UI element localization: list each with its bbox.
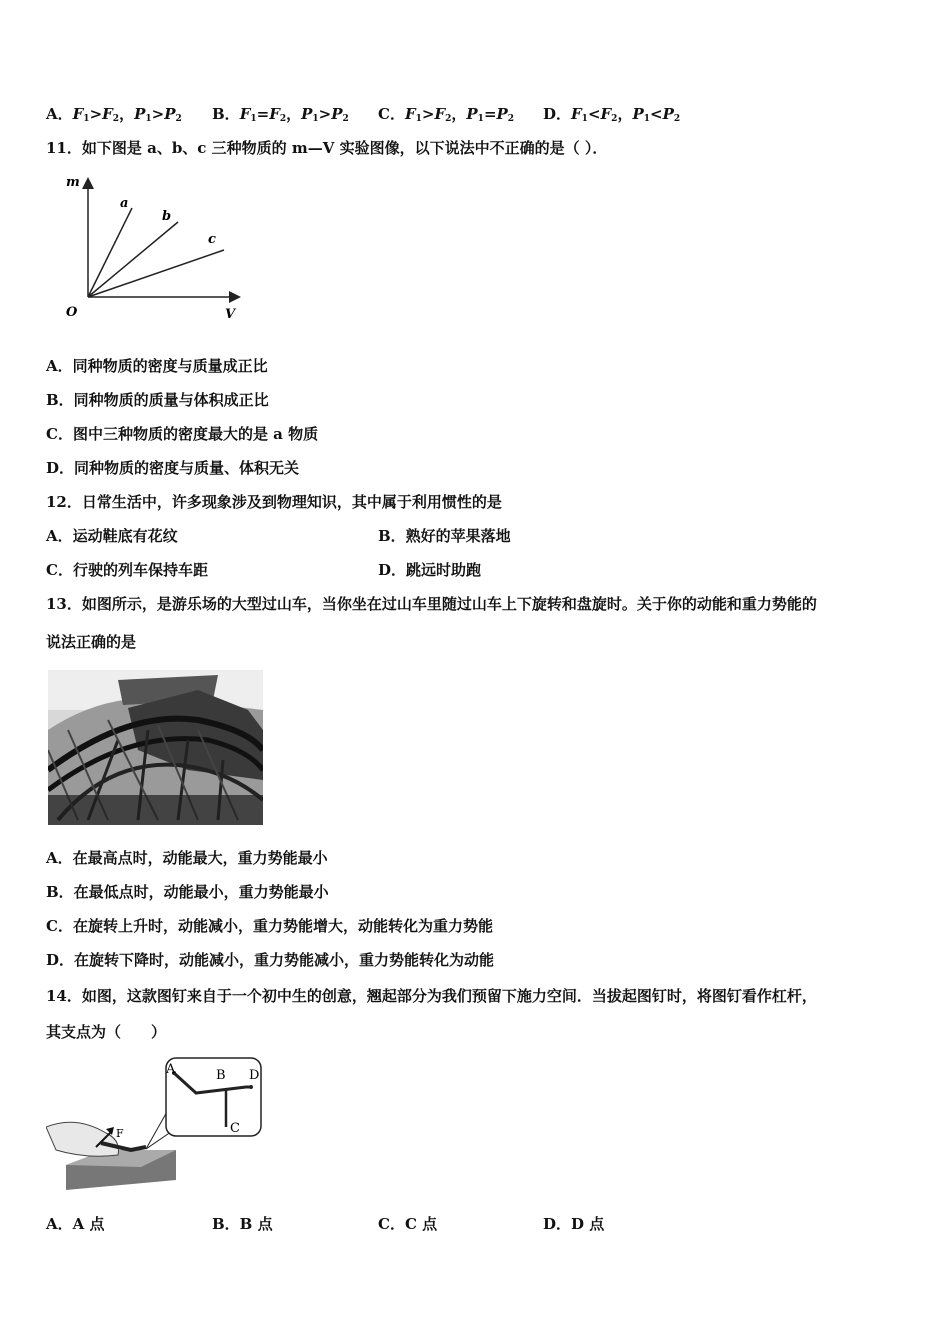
q11-option-d: D．同种物质的密度与质量、体积无关: [46, 459, 300, 477]
q13-option-c: C．在旋转上升时，动能减小，重力势能增大，动能转化为重力势能: [46, 917, 493, 935]
series-label-b: b: [162, 209, 172, 224]
line-b: [88, 222, 178, 297]
q13-stem-line2: 说法正确的是: [46, 633, 137, 651]
q13-option-b: B．在最低点时，动能最小，重力势能最小: [46, 883, 329, 901]
y-axis-label: m: [66, 175, 80, 190]
q14-option-c: C．C 点: [378, 1215, 438, 1233]
roller-coaster-photo: [48, 670, 263, 825]
force-label: F: [116, 1127, 124, 1140]
point-d-label: D: [249, 1068, 260, 1083]
q14-option-a: A．A 点: [46, 1215, 105, 1233]
origin-label: O: [66, 305, 78, 320]
q11-option-c: C．图中三种物质的密度最大的是 a 物质: [46, 425, 319, 443]
q10-option-d: D．$F_1<F_2$，$P_1<P_2$: [543, 105, 681, 124]
q12-option-d: D．跳远时助跑: [378, 561, 482, 579]
q12-option-a: A．运动鞋底有花纹: [46, 527, 178, 545]
q11-mv-graph: [60, 170, 250, 325]
q14-option-d: D．D 点: [543, 1215, 605, 1233]
q14-stem-line2: 其支点为（ ）: [46, 1023, 167, 1041]
q10-option-c: C．$F_1>F_2$，$P_1=P_2$: [378, 105, 515, 124]
series-label-c: c: [208, 232, 216, 247]
q11-stem: 11．如下图是 a、b、c 三种物质的 m—V 实验图像，以下说法中不正确的是（ ）．: [46, 139, 608, 157]
q13-option-d: D．在旋转下降时，动能减小，重力势能减小，重力势能转化为动能: [46, 951, 495, 969]
point-a-label: A: [166, 1062, 176, 1077]
q12-option-b: B．熟好的苹果落地: [378, 527, 511, 545]
q12-option-c: C．行驶的列车保持车距: [46, 561, 208, 579]
q14-option-b: B．B 点: [212, 1215, 273, 1233]
q11-option-b: B．同种物质的质量与体积成正比: [46, 391, 269, 409]
x-axis-label: V: [225, 307, 236, 322]
q11-option-a: A．同种物质的密度与质量成正比: [46, 357, 268, 375]
point-b-label: B: [216, 1068, 226, 1083]
q12-stem: 12．日常生活中，许多现象涉及到物理知识，其中属于利用惯性的是: [46, 493, 502, 511]
q13-option-a: A．在最高点时，动能最大，重力势能最小: [46, 849, 328, 867]
point-c-label: C: [230, 1121, 240, 1136]
thumbtack-lever-figure: [46, 1055, 264, 1195]
series-label-a: a: [120, 196, 129, 211]
q14-stem-line1: 14．如图，这款图钉来自于一个初中生的创意，翘起部分为我们预留下施力空间．当拔起图钉时，将图钉看作杠杆，: [46, 987, 817, 1005]
q10-option-a: A．$F_1>F_2$，$P_1>P_2$: [46, 105, 182, 124]
q10-option-b: B．$F_1=F_2$，$P_1>P_2$: [212, 105, 349, 124]
q13-stem-line1: 13．如图所示，是游乐场的大型过山车，当你坐在过山车里随过山车上下旋转和盘旋时。关于你的动能和重力势能的: [46, 595, 817, 613]
